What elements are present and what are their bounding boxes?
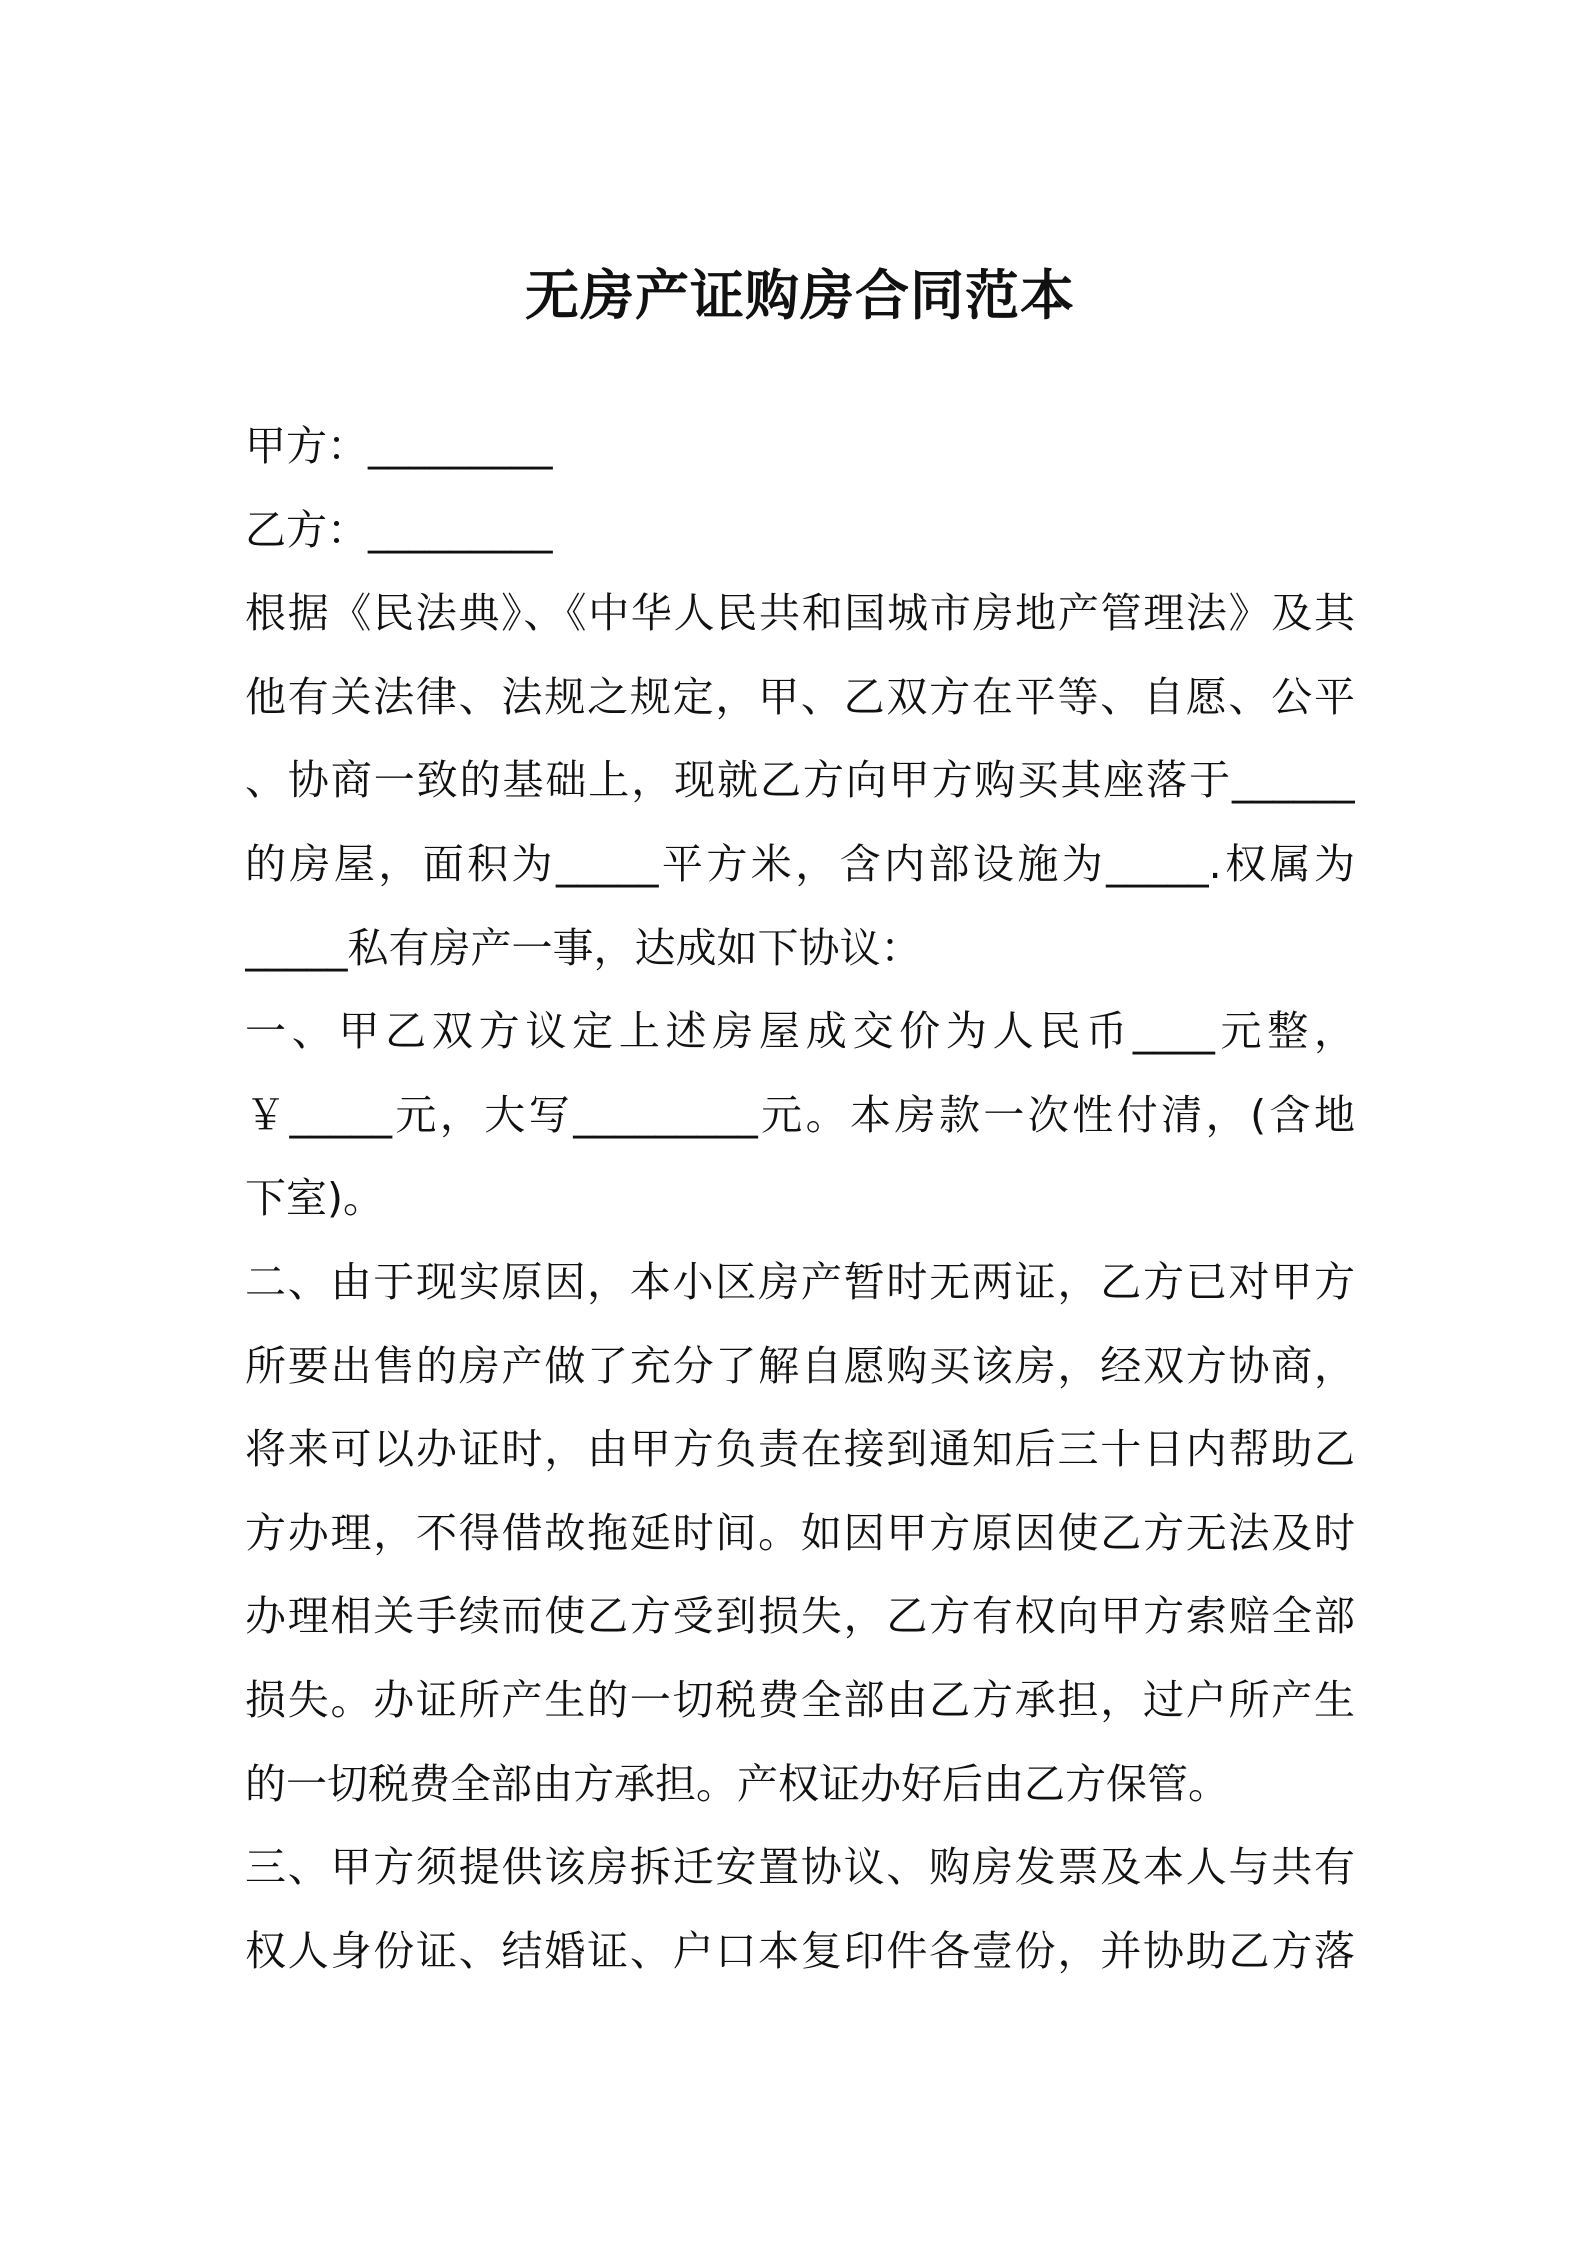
paragraph-line: 三、甲方须提供该房拆迁安置协议、购房发票及本人与共有 bbox=[245, 1843, 1355, 1892]
paragraph-line: 将来可以办证时，由甲方负责在接到通知后三十日内帮助乙 bbox=[245, 1425, 1355, 1474]
paragraph-line: 他有关法律、法规之规定，甲、乙双方在平等、自愿、公平 bbox=[245, 672, 1355, 721]
paragraph-line: 办理相关手续而使乙方受到损失，乙方有权向甲方索赔全部 bbox=[245, 1592, 1355, 1641]
paragraph-line: 根据《民法典》、《中华人民共和国城市房地产管理法》及其 bbox=[245, 589, 1355, 638]
paragraph-line: 损失。办证所产生的一切税费全部由乙方承担，过户所产生 bbox=[245, 1675, 1355, 1724]
paragraph-line: ￥_____元，大写_________元。本房款一次性付清，(含地 bbox=[245, 1090, 1355, 1139]
paragraph-line: 的房屋，面积为_____平方米，含内部设施为_____.权属为 bbox=[245, 839, 1355, 888]
document-body bbox=[245, 405, 1355, 1993]
document-title: 无房产证购房合同范本 bbox=[525, 264, 1075, 327]
party-a-line: 甲方：_________ bbox=[245, 422, 553, 470]
paragraph-line: 、协商一致的基础上，现就乙方向甲方购买其座落于______ bbox=[245, 756, 1355, 805]
intro-paragraph bbox=[245, 572, 1355, 990]
paragraph-line: 下室)。 bbox=[245, 1174, 384, 1223]
clause-1-paragraph bbox=[245, 990, 1355, 1241]
paragraph-line: 所要出售的房产做了充分了解自愿购买该房，经双方协商， bbox=[245, 1341, 1355, 1390]
party-b-line: 乙方：_________ bbox=[245, 505, 553, 554]
clause-3-paragraph bbox=[245, 1826, 1355, 1993]
paragraph-line: 二、由于现实原因，本小区房产暂时无两证，乙方已对甲方 bbox=[245, 1257, 1355, 1306]
paragraph-line: 权人身份证、结婚证、户口本复印件各壹份，并协助乙方落 bbox=[245, 1926, 1355, 1975]
paragraph-line: 方办理，不得借故拖延时间。如因甲方原因使乙方无法及时 bbox=[245, 1508, 1355, 1557]
paragraph-line: 一、甲乙双方议定上述房屋成交价为人民币____元整， bbox=[245, 1007, 1355, 1056]
clause-2-paragraph bbox=[245, 1241, 1355, 1826]
paragraph-line: 的一切税费全部由方承担。产权证办好后由乙方保管。 bbox=[245, 1759, 1229, 1808]
paragraph-line: _____私有房产一事，达成如下协议： bbox=[245, 923, 922, 972]
